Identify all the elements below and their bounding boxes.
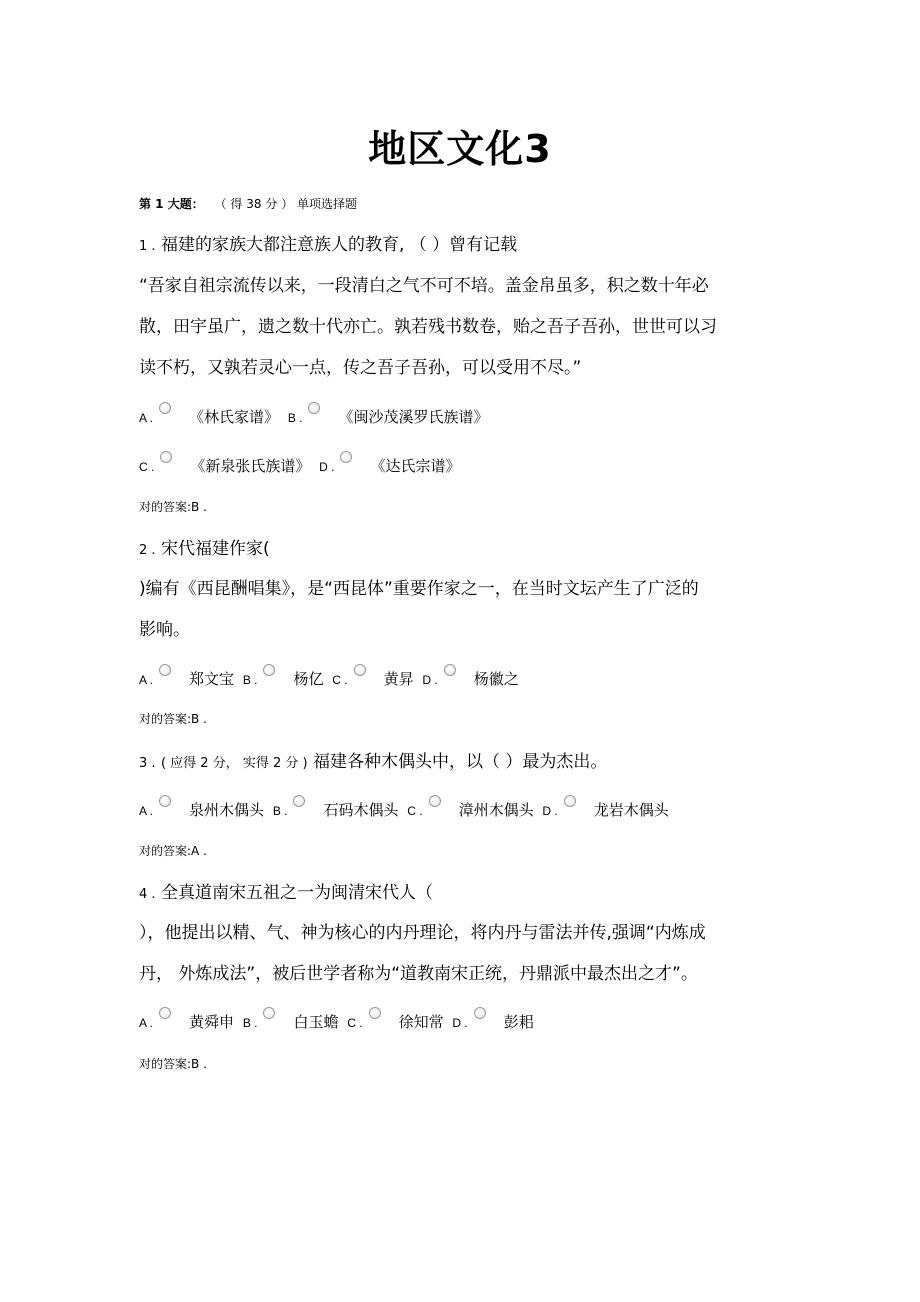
question-text: 福建的家族大都注意族人的教育, （ ）曾有记载 bbox=[160, 235, 518, 255]
section-score-unit: 分 bbox=[265, 197, 278, 211]
option-text: 《新泉张氏族谱》 bbox=[190, 457, 311, 475]
option-letter: A . bbox=[139, 411, 154, 425]
radio-button[interactable] bbox=[159, 795, 171, 807]
section-score-close: ） bbox=[281, 197, 294, 211]
radio-button[interactable] bbox=[159, 1007, 171, 1019]
question-2-line-1 bbox=[139, 537, 799, 563]
question-1-line-2: “吾家自祖宗流传以来，一段清白之气不可不培。盖金帛虽多，积之数十年必 bbox=[139, 276, 709, 296]
radio-button[interactable] bbox=[444, 664, 456, 676]
option-letter: B . bbox=[272, 804, 288, 818]
option-c[interactable] bbox=[407, 799, 537, 822]
option-b[interactable] bbox=[273, 799, 403, 822]
question-3-line-1 bbox=[139, 750, 799, 776]
question-4-line-2: ），他提出以精、气、神为核心的内丹理论，将内丹与雷法并传,强调“内炼成 bbox=[139, 923, 706, 943]
option-a[interactable] bbox=[139, 406, 283, 429]
question-4-options bbox=[139, 1011, 819, 1034]
option-d[interactable] bbox=[452, 1011, 537, 1034]
option-a[interactable] bbox=[139, 668, 238, 691]
option-letter: A . bbox=[139, 673, 154, 687]
section-header bbox=[139, 196, 357, 212]
question-number: 4 . bbox=[139, 887, 156, 902]
option-text: 《林氏家谱》 bbox=[189, 408, 280, 426]
option-a[interactable] bbox=[139, 799, 268, 822]
option-text: 《闽沙茂溪罗氏族谱》 bbox=[338, 408, 489, 426]
option-text: 石码木偶头 bbox=[323, 801, 399, 819]
question-1-options-2 bbox=[139, 455, 819, 478]
question-score-note: ( 应得 2 分， 实得 2 分 ) bbox=[160, 756, 308, 771]
question-2-line-2: )编有《西昆酬唱集》，是“西昆体”重要作家之一，在当时文坛产生了广泛的 bbox=[139, 579, 699, 599]
option-c[interactable] bbox=[139, 455, 314, 478]
option-text: 黄舜申 bbox=[189, 1013, 235, 1031]
question-4-line-3: 丹， 外炼成法”，被后世学者称为“道教南宋正统，丹鼎派中最杰出之才”。 bbox=[139, 964, 698, 984]
radio-button[interactable] bbox=[159, 664, 171, 676]
section-score-word: 得 bbox=[230, 197, 243, 211]
question-4-line-1 bbox=[139, 881, 799, 907]
question-number: 2 . bbox=[139, 543, 156, 558]
option-text: 白玉蟾 bbox=[293, 1013, 339, 1031]
radio-button[interactable] bbox=[474, 1007, 486, 1019]
radio-button[interactable] bbox=[564, 795, 576, 807]
option-letter: C . bbox=[332, 673, 348, 687]
option-letter: D . bbox=[542, 804, 558, 818]
radio-button[interactable] bbox=[429, 795, 441, 807]
question-2-options bbox=[139, 668, 819, 691]
option-letter: A . bbox=[139, 804, 154, 818]
question-text: 全真道南宋五祖之一为闽清宋代人（ bbox=[160, 883, 433, 903]
radio-button[interactable] bbox=[160, 451, 172, 463]
radio-button[interactable] bbox=[263, 1007, 275, 1019]
question-number: 1 . bbox=[139, 239, 156, 254]
option-a[interactable] bbox=[139, 1011, 238, 1034]
option-letter: D . bbox=[422, 673, 438, 687]
section-label: 第 1 大题： bbox=[139, 197, 204, 211]
option-c[interactable] bbox=[347, 1011, 447, 1034]
option-text: 彭耜 bbox=[503, 1013, 534, 1031]
question-3-options bbox=[139, 799, 819, 822]
question-text: 福建各种木偶头中，以（ ）最为杰出。 bbox=[312, 752, 608, 772]
option-d[interactable] bbox=[542, 799, 672, 822]
section-score-open: （ bbox=[214, 197, 227, 211]
radio-button[interactable] bbox=[263, 664, 275, 676]
question-1-options bbox=[139, 406, 819, 429]
section-score-value: 38 bbox=[246, 197, 262, 211]
option-letter: D . bbox=[319, 460, 335, 474]
option-letter: C . bbox=[347, 1016, 363, 1030]
option-text: 龙岩木偶头 bbox=[593, 801, 669, 819]
option-letter: B . bbox=[287, 411, 303, 425]
question-1-line-1 bbox=[139, 233, 799, 259]
option-text: 杨徽之 bbox=[473, 670, 519, 688]
option-b[interactable] bbox=[243, 1011, 343, 1034]
option-letter: D . bbox=[452, 1016, 468, 1030]
option-letter: C . bbox=[407, 804, 423, 818]
page-title: 地区文化3 bbox=[368, 127, 552, 171]
option-d[interactable] bbox=[422, 668, 522, 691]
radio-button[interactable] bbox=[308, 402, 320, 414]
question-2-answer: 对的答案:B . bbox=[139, 712, 207, 726]
question-text: 宋代福建作家( bbox=[160, 539, 270, 559]
option-letter: B . bbox=[242, 1016, 258, 1030]
question-1-line-4: 读不朽，又孰若灵心一点，传之吾子吾孙，可以受用不尽。” bbox=[139, 358, 582, 378]
option-letter: A . bbox=[139, 1016, 154, 1030]
question-2-line-3: 影响。 bbox=[139, 620, 190, 640]
option-letter: B . bbox=[242, 673, 258, 687]
question-3-answer: 对的答案:A . bbox=[139, 844, 207, 858]
radio-button[interactable] bbox=[293, 795, 305, 807]
question-1-answer: 对的答案:B . bbox=[139, 500, 207, 514]
radio-button[interactable] bbox=[159, 402, 171, 414]
radio-button[interactable] bbox=[354, 664, 366, 676]
option-text: 徐知常 bbox=[398, 1013, 444, 1031]
option-text: 黄昇 bbox=[383, 670, 414, 688]
option-b[interactable] bbox=[288, 406, 493, 429]
option-text: 漳州木偶头 bbox=[458, 801, 534, 819]
question-4-answer: 对的答案:B . bbox=[139, 1057, 207, 1071]
option-text: 杨亿 bbox=[293, 670, 324, 688]
option-d[interactable] bbox=[319, 455, 464, 478]
question-number: 3 . bbox=[139, 756, 156, 771]
option-c[interactable] bbox=[332, 668, 417, 691]
option-text: 泉州木偶头 bbox=[189, 801, 265, 819]
section-type: 单项选择题 bbox=[297, 197, 358, 211]
radio-button[interactable] bbox=[369, 1007, 381, 1019]
option-letter: C . bbox=[139, 460, 155, 474]
option-text: 《达氏宗谱》 bbox=[370, 457, 461, 475]
option-b[interactable] bbox=[243, 668, 328, 691]
option-text: 郑文宝 bbox=[189, 670, 235, 688]
question-1-line-3: 散，田宇虽广，遗之数十代亦亡。孰若残书数卷，贻之吾子吾孙，世世可以习 bbox=[139, 317, 717, 337]
radio-button[interactable] bbox=[340, 451, 352, 463]
